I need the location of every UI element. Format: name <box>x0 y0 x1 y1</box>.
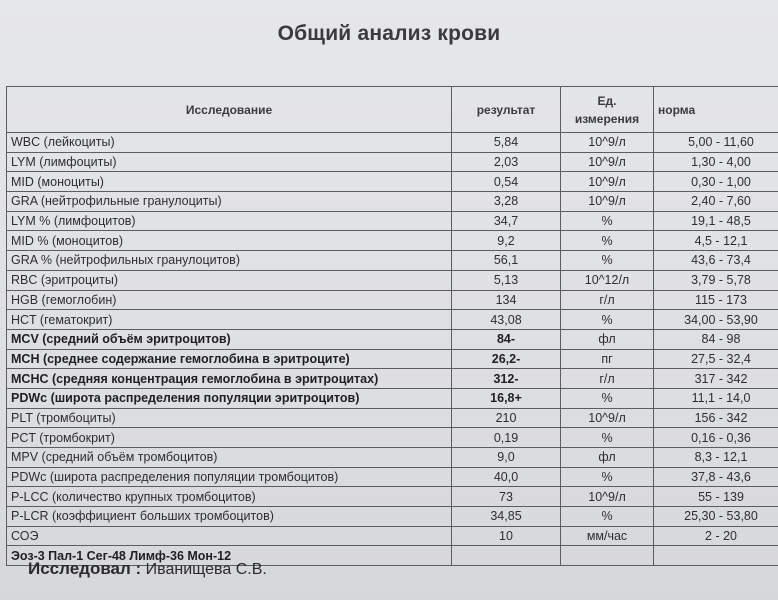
unit-cell: 10^9/л <box>561 487 654 507</box>
test-name-cell: MPV (средний объём тромбоцитов) <box>7 448 452 468</box>
test-name-cell: MID (моноциты) <box>7 172 452 192</box>
result-cell: 43,08 <box>452 310 561 330</box>
unit-cell: % <box>561 251 654 271</box>
table-row <box>7 290 778 310</box>
norm-cell: 37,8 - 43,6 <box>654 467 778 487</box>
unit-cell: 10^9/л <box>561 408 654 428</box>
result-cell: 210 <box>452 408 561 428</box>
test-name-cell: MCH (среднее содержание гемоглобина в эритроците) <box>7 349 452 369</box>
examiner-name: Иванищева С.В. <box>145 561 267 578</box>
result-cell: 0,54 <box>452 172 561 192</box>
unit-cell: пг <box>561 349 654 369</box>
table-row <box>7 349 778 369</box>
norm-cell: 84 - 98 <box>654 329 778 349</box>
result-cell: 3,28 <box>452 192 561 212</box>
test-name-cell: PDWc (широта распределения популяции тромбоцитов) <box>7 467 452 487</box>
result-cell: 16,8+ <box>452 388 561 408</box>
norm-cell: 25,30 - 53,80 <box>654 507 778 527</box>
result-cell: 73 <box>452 487 561 507</box>
table-row <box>7 251 778 271</box>
result-cell: 34,85 <box>452 507 561 527</box>
result-cell: 312- <box>452 369 561 389</box>
result-cell: 9,0 <box>452 448 561 468</box>
table-row <box>7 270 778 290</box>
table-row <box>7 507 778 527</box>
result-cell: 2,03 <box>452 152 561 172</box>
norm-cell: 55 - 139 <box>654 487 778 507</box>
result-cell: 84- <box>452 329 561 349</box>
test-name-cell: СОЭ <box>7 526 452 546</box>
norm-cell: 19,1 - 48,5 <box>654 211 778 231</box>
unit-cell: 10^9/л <box>561 192 654 212</box>
unit-cell: 10^12/л <box>561 270 654 290</box>
unit-cell: % <box>561 211 654 231</box>
test-name-cell: LYM (лимфоциты) <box>7 152 452 172</box>
table-row <box>7 408 778 428</box>
table-row <box>7 192 778 212</box>
norm-cell: 11,1 - 14,0 <box>654 388 778 408</box>
unit-cell: 10^9/л <box>561 152 654 172</box>
norm-cell: 4,5 - 12,1 <box>654 231 778 251</box>
result-cell <box>452 546 561 566</box>
test-name-cell: PDWc (широта распределения популяции эритроцитов) <box>7 388 452 408</box>
footer-signature <box>28 559 267 579</box>
unit-cell: 10^9/л <box>561 133 654 153</box>
unit-cell: мм/час <box>561 526 654 546</box>
norm-cell <box>654 546 778 566</box>
result-cell: 5,84 <box>452 133 561 153</box>
table-row <box>7 152 778 172</box>
unit-cell: % <box>561 310 654 330</box>
norm-cell: 115 - 173 <box>654 290 778 310</box>
header-result: результат <box>452 87 561 133</box>
table-row <box>7 369 778 389</box>
unit-cell: г/л <box>561 290 654 310</box>
unit-cell <box>561 546 654 566</box>
unit-cell: % <box>561 388 654 408</box>
result-cell: 9,2 <box>452 231 561 251</box>
table-row <box>7 388 778 408</box>
test-name-cell: LYM % (лимфоцитов) <box>7 211 452 231</box>
norm-cell: 3,79 - 5,78 <box>654 270 778 290</box>
result-cell: 134 <box>452 290 561 310</box>
unit-cell: 10^9/л <box>561 172 654 192</box>
test-name-cell: P-LCR (коэффициент больших тромбоцитов) <box>7 507 452 527</box>
norm-cell: 0,30 - 1,00 <box>654 172 778 192</box>
result-cell: 0,19 <box>452 428 561 448</box>
norm-cell: 8,3 - 12,1 <box>654 448 778 468</box>
unit-cell: % <box>561 467 654 487</box>
norm-cell: 1,30 - 4,00 <box>654 152 778 172</box>
test-name-cell: PCT (тромбокрит) <box>7 428 452 448</box>
table-row <box>7 487 778 507</box>
test-name-cell: HCT (гематокрит) <box>7 310 452 330</box>
table-row <box>7 428 778 448</box>
examined-by-label: Исследовал : <box>28 559 142 578</box>
unit-cell: фл <box>561 329 654 349</box>
header-test: Исследование <box>7 87 452 133</box>
test-name-cell: GRA % (нейтрофильных гранулоцитов) <box>7 251 452 271</box>
test-name-cell: P-LCC (количество крупных тромбоцитов) <box>7 487 452 507</box>
table-row <box>7 467 778 487</box>
unit-cell: % <box>561 231 654 251</box>
norm-cell: 0,16 - 0,36 <box>654 428 778 448</box>
norm-cell: 317 - 342 <box>654 369 778 389</box>
test-name-cell: HGB (гемоглобин) <box>7 290 452 310</box>
header-norm: норма <box>654 87 778 133</box>
test-name-cell: Эоз-3 Пал-1 Сег-48 Лимф-36 Мон-12 <box>7 546 452 566</box>
table-row <box>7 133 778 153</box>
test-name-cell: MCV (средний объём эритроцитов) <box>7 329 452 349</box>
norm-cell: 43,6 - 73,4 <box>654 251 778 271</box>
table-row <box>7 329 778 349</box>
table-row <box>7 526 778 546</box>
table-row <box>7 211 778 231</box>
result-cell: 10 <box>452 526 561 546</box>
result-cell: 56,1 <box>452 251 561 271</box>
unit-cell: г/л <box>561 369 654 389</box>
norm-cell: 5,00 - 11,60 <box>654 133 778 153</box>
result-cell: 5,13 <box>452 270 561 290</box>
result-cell: 40,0 <box>452 467 561 487</box>
unit-cell: фл <box>561 448 654 468</box>
table-row <box>7 231 778 251</box>
unit-cell: % <box>561 507 654 527</box>
page-title: Общий анализ крови <box>277 22 501 45</box>
norm-cell: 34,00 - 53,90 <box>654 310 778 330</box>
norm-cell: 27,5 - 32,4 <box>654 349 778 369</box>
test-name-cell: MCHC (средняя концентрация гемоглобина в эритроцитах) <box>7 369 452 389</box>
test-name-cell: PLT (тромбоциты) <box>7 408 452 428</box>
table-header-row <box>7 87 778 133</box>
norm-cell: 156 - 342 <box>654 408 778 428</box>
test-name-cell: MID % (моноцитов) <box>7 231 452 251</box>
blood-test-table <box>6 86 778 566</box>
header-unit: Ед. измерения <box>561 87 654 133</box>
table-row <box>7 172 778 192</box>
unit-cell: % <box>561 428 654 448</box>
table-row <box>7 310 778 330</box>
test-name-cell: GRA (нейтрофильные гранулоциты) <box>7 192 452 212</box>
norm-cell: 2 - 20 <box>654 526 778 546</box>
result-cell: 26,2- <box>452 349 561 369</box>
test-name-cell: RBC (эритроциты) <box>7 270 452 290</box>
test-name-cell: WBC (лейкоциты) <box>7 133 452 153</box>
table-row <box>7 448 778 468</box>
result-cell: 34,7 <box>452 211 561 231</box>
norm-cell: 2,40 - 7,60 <box>654 192 778 212</box>
